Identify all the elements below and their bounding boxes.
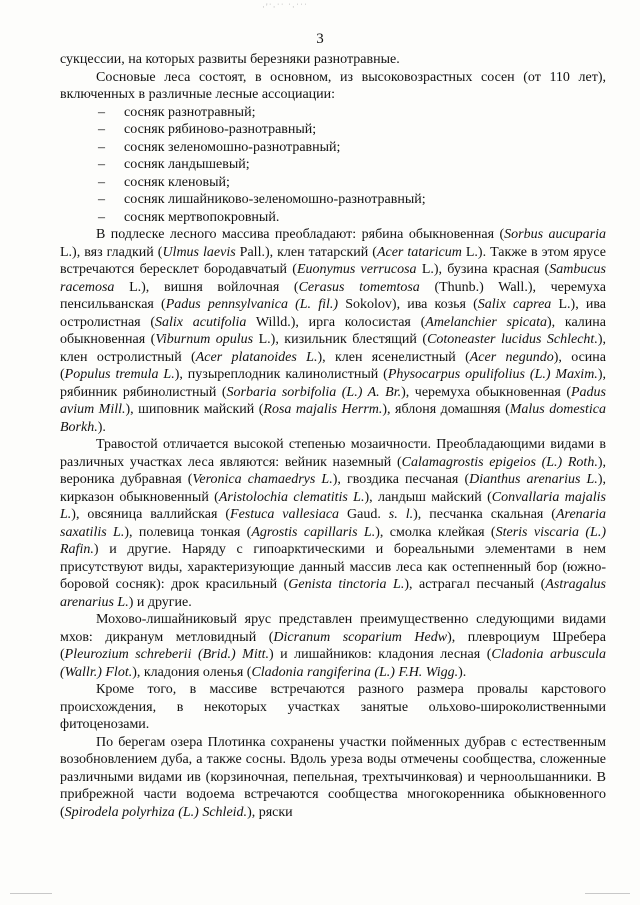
list-dash: – [98,104,105,120]
latin-name: Acer tataricum [376,244,462,260]
latin-name: s. l. [388,507,414,522]
scan-artifact: ·'ˈ·ˈˈ ˈ·ˈˈˈ [262,2,308,12]
text-run: ), ряски [247,804,293,820]
list-item [60,209,606,227]
text-run: ), пузыреплодник калинолистный ( [174,367,388,382]
list-item-text: сосняк ландышевый; [124,157,250,172]
text-run: ) и другие. Наряду с гипоарктическими и бореальными элементами в нем присутствуют виды, характеризующие данный массив леса как остепненный бор (южно-боровой сосняк): дрок красильный ( [60,542,606,592]
list-item-text: сосняк лишайниково-зеленомошно-разнотравный; [124,192,426,207]
paragraph-pine-forests: Сосновые леса состоят, в основном, из высоковозрастных сосен (от 110 лет), включенных в различные лесные ассоциации: [60,69,606,102]
latin-name: Sambucus racemosa [60,262,606,295]
latin-name: Sorbus aucuparia [504,227,607,242]
paragraph-herb-layer [60,436,606,611]
latin-name: Pleurozium schreberii (Brid.) Mitt. [64,647,270,662]
latin-name: Aristolochia clematitis L. [218,489,365,505]
latin-name: Ulmus laevis [162,244,236,260]
latin-name: Euonymus verrucosa [296,262,417,277]
list-dash: – [98,192,105,207]
latin-name: Salix caprea [477,297,552,312]
list-item-text: сосняк зеленомошно-разнотравный; [124,139,341,155]
text-run: По берегам озера Плотинка сохранены участки пойменных дубрав с естественным возобновлением дуба, а также сосны. Вдоль уреза воды отмечены сообщества, сложенные различными видами ив (корзиночная, пепельная, трехтычинковая) и черноольшанники. В прибрежной части водоема встречаются сообщества многокоренника обыкновенного ( [60,734,606,820]
text-run: ), клен ясенелистный ( [317,349,470,365]
list-dash: – [98,209,105,225]
text-run: ), яблоня домашняя ( [382,402,510,417]
text-run: L.). Также в этом ярусе встречаются бересклет бородавчатый ( [60,244,607,277]
list-dash: – [98,122,105,137]
latin-name: Amelanchier spicata [425,314,547,330]
list-item [60,121,606,139]
latin-name: Convallaria majalis L. [60,489,606,522]
text-run: ). [97,419,106,435]
text-run: ), ландыш майский ( [364,489,492,505]
text-run: L.), бузина красная ( [416,262,550,277]
latin-name: Calamagrostis epigeios (L.) Roth. [401,454,598,470]
paragraph-karst: Кроме того, в массиве встречаются разного размера провалы карстового происхождения, в некоторых участках занятые ольхово-широколиственными фитоценозами. [60,682,606,732]
latin-name: Veronica chamaedrys L. [192,472,333,487]
list-item-text: сосняк кленовый; [124,174,230,190]
footer-rule-left [10,893,52,894]
latin-name: Salix acutifolia [155,314,247,330]
text-run: ), шиповник майский ( [125,402,264,417]
list-item [60,104,606,122]
list-item [60,156,606,174]
latin-name: Agrostis capillaris L. [251,524,376,540]
list-dash: – [98,139,105,155]
latin-name: Dicranum scoparium Hedw [273,629,448,645]
text-run: ), кладония оленья ( [132,664,252,680]
text-run: ), смолка клейкая ( [375,524,496,540]
list-dash: – [98,174,105,190]
page-number: 3 [316,31,324,47]
latin-name: Arenaria saxatilis L. [60,507,607,540]
text-run: ), песчанка скальная ( [413,507,556,522]
intro-line: сукцессии, на которых развиты березняки разнотравные. [60,52,400,67]
document-body [60,51,606,821]
list-item [60,191,606,209]
text-run: Мохово-лишайниковый ярус представлен преимущественно следующими видами мхов: дикранум метловидный ( [60,612,606,645]
latin-name: Populus tremula L. [64,367,175,382]
text-run: ), осина ( [60,349,606,382]
latin-name: Cladonia rangiferina (L.) F.H. Wigg. [251,664,459,680]
list-dash: – [98,157,105,172]
text-run: ). [458,664,467,680]
text-run: ), кирказон обыкновенный ( [60,472,606,505]
text-run: ), черемуха обыкновенная ( [401,384,571,400]
latin-name: Cotoneaster lucidus Schlecht. [427,332,598,347]
latin-name: Rosa majalis Herrm. [263,402,383,417]
text-run: L.), кизильник блестящий ( [253,332,428,347]
text-run: ), рябинник рябинолистный ( [60,367,606,400]
text-run: Sokolov), ива козья ( [338,297,478,312]
latin-name: Cerasus tomemtosa [298,279,420,295]
text-run: L.), вяз гладкий ( [60,244,163,260]
text-run: ), астрагал песчаный ( [404,577,546,592]
text-run: Травостой отличается высокой степенью мозаичности. Преобладающими видами в различных участках леса являются: вейник наземный ( [60,437,606,470]
paragraph-lake-shore [60,734,606,822]
text-run: (Thunb.) Wall.), черемуха пенсильванская ( [60,279,606,312]
latin-name: Astragalus arenarius L. [60,577,606,610]
text-run: ) и лишайников: кладония лесная ( [269,647,492,662]
list-item-text: сосняк разнотравный; [124,104,256,120]
pine-association-list [60,104,606,227]
text-run: Willd.), ирга колосистая ( [246,314,426,330]
paragraph-moss-lichen-layer [60,611,606,681]
latin-name: Acer platanoides L. [195,349,318,365]
text-run: Gaud. [339,507,389,522]
latin-name: Genista tinctoria L. [288,577,405,592]
latin-name: Sorbaria sorbifolia (L.) A. Br. [226,384,402,400]
latin-name: Padus avium Mill. [60,384,606,417]
list-item [60,174,606,192]
list-item [60,139,606,157]
text-run: В подлеске лесного массива преобладают: рябина обыкновенная ( [96,227,505,242]
latin-name: Festuca vallesiaca [230,507,340,522]
text-run: ), полевица тонкая ( [124,524,252,540]
text-run: ), плевроциум Шребера ( [60,629,607,662]
latin-name: Padus pennsylvanica (L. fil.) [165,297,339,312]
latin-name: Malus domestica Borkh. [60,402,606,435]
text-run: ) и другие. [128,594,192,610]
text-run: ), клен остролистный ( [60,332,606,365]
latin-name: Acer negundo [469,349,554,365]
latin-name: Viburnum opulus [155,332,254,347]
latin-name: Steris viscaria (L.) Rafin. [60,524,606,557]
footer-rule-right [585,893,630,894]
list-item-text: сосняк мертвопокровный. [124,209,280,225]
latin-name: Spirodela polyrhiza (L.) Schleid. [64,804,248,820]
text-run: ), овсяница валлийская ( [71,507,231,522]
text-run: ), калина обыкновенная ( [60,314,606,347]
text-run: L.), вишня войлочная ( [114,279,299,295]
text-run: ), вероника дубравная ( [60,454,606,487]
paragraph-undergrowth [60,226,606,436]
text-run: L.), ива остролистная ( [60,297,606,330]
latin-name: Dianthus arenarius L. [469,472,598,487]
list-item-text: сосняк рябиново-разнотравный; [124,122,317,137]
text-run: ), гвоздика песчаная ( [332,472,470,487]
latin-name: Cladonia arbuscula (Wallr.) Flot. [60,647,606,680]
text-run: Pall.), клен татарский ( [235,244,377,260]
latin-name: Physocarpus opulifolius (L.) Maxim. [387,367,598,382]
